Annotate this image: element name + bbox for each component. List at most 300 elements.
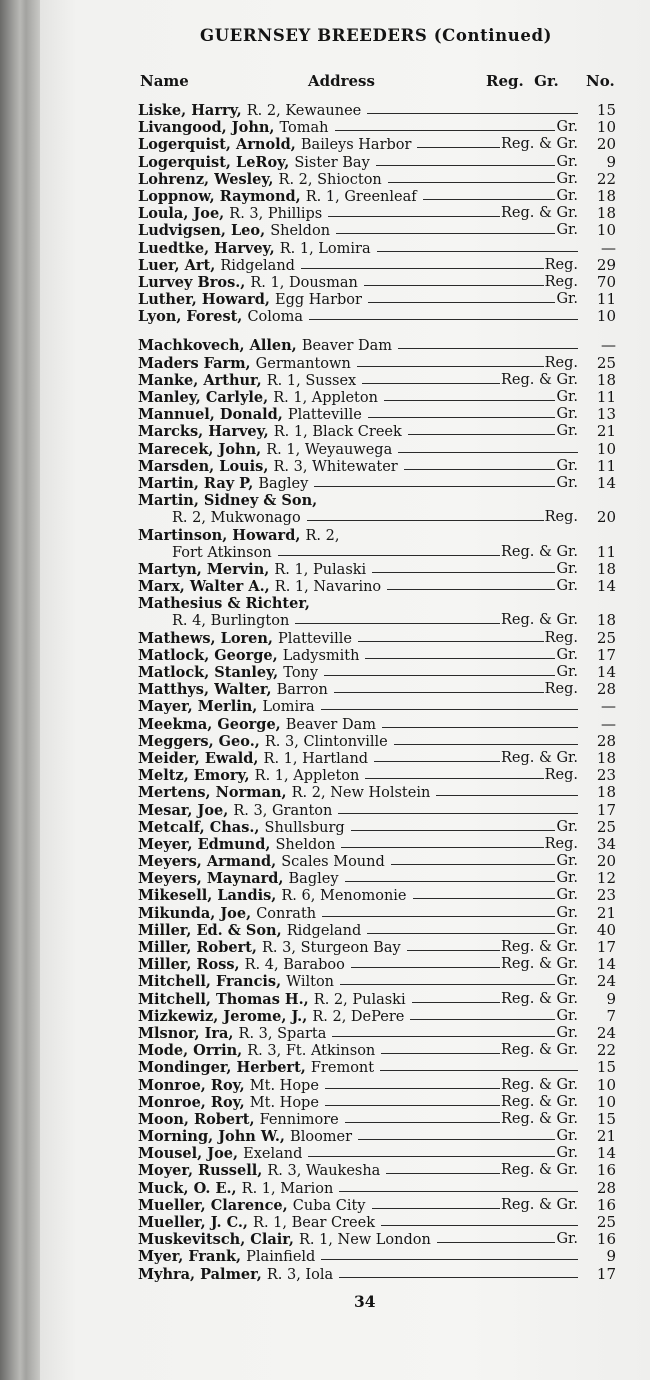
breeder-count: 21 (596, 422, 616, 441)
breeder-name: Loula, Joe, R. 3, Phillips (138, 205, 323, 223)
breeder-count: 18 (596, 370, 616, 389)
breeder-row (0, 389, 650, 406)
breeder-address: Baileys Harbor (300, 137, 412, 154)
breeder-address: R. 4, Burlington (172, 613, 290, 630)
breeder-row (0, 630, 650, 647)
breeder-row (0, 171, 650, 188)
breeder-name: Monroe, Roy, Mt. Hope (138, 1093, 319, 1111)
leader-line (413, 898, 556, 899)
leader-line (362, 383, 500, 384)
leader-line (386, 1173, 500, 1174)
breeder-address: R. 3, Granton (233, 802, 333, 819)
breeder-row (0, 274, 650, 291)
breeder-address: Exeland (243, 1146, 303, 1163)
breeder-address: Wilton (286, 974, 335, 991)
breeder-row (0, 819, 650, 836)
breeder-count: 16 (596, 1195, 616, 1214)
leader-line (357, 366, 544, 367)
breeder-count: 14 (596, 955, 616, 974)
breeder-address: R. 3, Sparta (238, 1025, 327, 1042)
breeder-count: 28 (596, 680, 616, 699)
breeder-count: 17 (596, 645, 616, 664)
breeder-row (0, 1180, 650, 1197)
leader-line (372, 572, 555, 573)
registration-type: Reg. & Gr. (500, 1093, 578, 1110)
leader-line (380, 1070, 578, 1071)
breeder-address: R. 1, New London (298, 1232, 431, 1249)
registration-type: Reg. & Gr. (500, 990, 578, 1007)
breeder-row (0, 750, 650, 767)
leader-line (377, 251, 578, 252)
breeder-count: 7 (606, 1006, 616, 1025)
leader-line (301, 268, 544, 269)
leader-line (336, 233, 555, 234)
leader-line (367, 933, 555, 934)
breeder-name: Livangood, John, Tomah (138, 119, 329, 137)
registration-type: Gr. (556, 1231, 578, 1248)
breeder-row (0, 905, 650, 922)
registration-type: Gr. (556, 1024, 578, 1041)
breeder-row (0, 1025, 650, 1042)
breeder-count: 15 (596, 101, 616, 119)
leader-line (358, 1139, 555, 1140)
breeder-row (0, 836, 650, 853)
breeder-address: R. 4, Baraboo (244, 957, 345, 974)
breeder-address: R. 2, Mukwonago (172, 510, 301, 527)
breeder-row (0, 154, 650, 171)
breeder-name: Mueller, Clarence, Cuba City (138, 1196, 366, 1214)
leader-line (308, 1156, 555, 1157)
breeder-row (0, 698, 650, 715)
breeder-count: 16 (596, 1161, 616, 1180)
breeder-address: R. 1, Black Creek (273, 424, 402, 441)
breeder-address: R. 2, Pulaski (313, 991, 406, 1008)
registration-type: Reg. (544, 629, 578, 646)
leader-line (332, 1036, 555, 1037)
breeder-name: Maders Farm, Germantown (138, 354, 351, 372)
breeder-count: 18 (596, 748, 616, 767)
breeder-row (0, 870, 650, 887)
registration-type: Reg. & Gr. (500, 371, 578, 388)
breeder-row (0, 939, 650, 956)
breeder-row (0, 355, 650, 372)
breeder-name: Marcks, Harvey, R. 1, Black Creek (138, 423, 402, 441)
breeder-name: Muck, O. E., R. 1, Marion (138, 1179, 334, 1197)
breeder-address: Bloomer (290, 1129, 353, 1146)
leader-line (314, 486, 555, 487)
breeder-count: 25 (596, 353, 616, 372)
registration-type: Gr. (556, 153, 578, 170)
breeder-name: Mikunda, Joe, Conrath (138, 904, 317, 922)
registration-type: Gr. (556, 222, 578, 239)
breeder-count: 25 (596, 628, 616, 647)
leader-line (381, 1053, 500, 1054)
breeder-row (0, 647, 650, 664)
breeder-count: 9 (606, 989, 616, 1008)
breeder-name: Metcalf, Chas., Shullsburg (138, 818, 345, 836)
registration-type: Gr. (556, 1128, 578, 1145)
leader-line (365, 658, 555, 659)
leader-line (324, 675, 555, 676)
leader-line (328, 216, 500, 217)
leader-line (381, 1225, 578, 1226)
breeder-name: Martinson, Howard, R. 2, (138, 526, 340, 544)
leader-line (339, 1277, 578, 1278)
breeder-name: Mathesius & Richter, (138, 595, 310, 613)
leader-line (365, 778, 543, 779)
breeder-address: Mt. Hope (249, 1094, 319, 1111)
breeder-count: — (601, 714, 616, 733)
breeder-name: Luer, Art, Ridgeland (138, 256, 295, 274)
breeder-count: 11 (596, 542, 616, 561)
leader-line (325, 1088, 500, 1089)
breeder-name: Marecek, John, R. 1, Weyauwega (138, 440, 393, 458)
breeder-row (0, 1214, 650, 1231)
registration-type: Gr. (556, 474, 578, 491)
breeder-count: 24 (596, 1023, 616, 1042)
breeder-name: Mondinger, Herbert, Fremont (138, 1059, 375, 1077)
breeder-address: Fort Atkinson (172, 544, 272, 561)
breeder-address: R. 2, DePere (312, 1008, 405, 1025)
breeder-row (0, 1077, 650, 1094)
breeder-name: Meekma, George, Beaver Dam (138, 715, 376, 733)
breeder-row (0, 441, 650, 458)
breeder-row (0, 475, 650, 492)
breeder-count: 18 (596, 204, 616, 223)
breeder-row (0, 956, 650, 973)
breeder-row (0, 1128, 650, 1145)
registration-type: Gr. (556, 1007, 578, 1024)
breeder-count: 25 (596, 1213, 616, 1231)
registration-type: Gr. (556, 818, 578, 835)
registration-type: Reg. & Gr. (500, 136, 578, 153)
breeder-address: R. 3, Phillips (229, 206, 323, 223)
breeder-count: 10 (596, 1092, 616, 1111)
breeder-name: Moyer, Russell, R. 3, Waukesha (138, 1162, 381, 1180)
breeder-address: R. 1, Navarino (274, 579, 382, 596)
breeder-address: R. 1, Weyauwega (266, 441, 393, 458)
breeder-address: R. 2, Kewaunee (246, 103, 362, 119)
breeder-name: Marsden, Louis, R. 3, Whitewater (138, 457, 398, 475)
breeder-name: Mayer, Merlin, Lomira (138, 698, 315, 716)
breeder-address: Ladysmith (282, 647, 360, 664)
breeder-address: Sheldon (270, 223, 331, 240)
breeder-address: Tony (283, 665, 319, 681)
breeder-row (0, 458, 650, 475)
page-number: 34 (354, 1292, 376, 1311)
breeder-name (172, 509, 301, 527)
breeder-row (0, 681, 650, 698)
breeder-name: Mueller, J. C., R. 1, Bear Creek (138, 1214, 376, 1231)
breeder-name: Machkovech, Allen, Beaver Dam (138, 337, 393, 355)
breeder-count: 23 (596, 766, 616, 785)
breeder-row (0, 784, 650, 801)
breeder-row (0, 119, 650, 136)
registration-type: Gr. (556, 560, 578, 577)
breeder-address: R. 3, Sturgeon Bay (262, 940, 401, 956)
breeder-name: Meyer, Edmund, Sheldon (138, 835, 336, 853)
breeder-address: Germantown (255, 355, 351, 372)
registration-type: Gr. (556, 904, 578, 921)
breeder-count: 17 (596, 938, 616, 956)
breeder-row (0, 406, 650, 423)
leader-line (345, 881, 556, 882)
registration-type: Reg. & Gr. (500, 939, 578, 955)
breeder-count: 29 (596, 255, 616, 274)
breeder-name: Matlock, Stanley, Tony (138, 664, 319, 681)
breeder-count: 14 (596, 1144, 616, 1163)
leader-line (368, 302, 556, 303)
breeder-address: Fennimore (259, 1111, 339, 1128)
breeder-count: 18 (596, 611, 616, 630)
breeder-address: Platteville (278, 630, 353, 647)
registration-type: Gr. (556, 119, 578, 136)
registration-type: Gr. (556, 389, 578, 405)
breeder-address: Egg Harbor (275, 292, 362, 309)
breeder-row (0, 291, 650, 308)
breeder-name: Mlsnor, Ira, R. 3, Sparta (138, 1024, 327, 1042)
breeder-count: 11 (596, 290, 616, 309)
breeder-address: Tomah (279, 120, 329, 137)
breeder-address: R. 2, New Holstein (291, 785, 431, 802)
breeder-address: R. 1, Dousman (250, 274, 358, 291)
breeder-count: 15 (596, 1109, 616, 1128)
leader-line (437, 1242, 556, 1243)
registration-type: Reg. & Gr. (500, 1076, 578, 1093)
breeder-address: R. 3, Ft. Atkinson (247, 1043, 376, 1060)
breeder-row (0, 922, 650, 939)
breeder-address: Platteville (287, 407, 362, 424)
leader-line (391, 864, 556, 865)
breeder-count: 14 (596, 663, 616, 681)
breeder-row (0, 991, 650, 1008)
breeder-row (0, 716, 650, 733)
leader-line (334, 692, 544, 693)
leader-line (368, 417, 556, 418)
breeder-count: 16 (596, 1230, 616, 1249)
leader-line (376, 165, 556, 166)
breeder-address: Fremont (310, 1060, 375, 1077)
breeder-address: R. 1, Marion (241, 1180, 334, 1197)
leader-line (423, 199, 556, 200)
breeder-row (0, 1111, 650, 1128)
breeder-address: Cuba City (292, 1197, 366, 1214)
breeder-count: 20 (596, 852, 616, 871)
breeder-address: R. 2, (305, 527, 340, 544)
breeder-row (0, 887, 650, 904)
breeder-name: Lurvey Bros., R. 1, Dousman (138, 273, 358, 291)
breeder-count: 10 (596, 307, 616, 326)
breeder-row (0, 664, 650, 681)
breeder-address: Barron (276, 682, 328, 699)
breeder-address: Scales Mound (281, 854, 385, 871)
breeder-row (0, 1059, 650, 1076)
column-header-name: Name (140, 72, 189, 90)
breeder-name: Liske, Harry, R. 2, Kewaunee (138, 102, 362, 119)
breeder-row (0, 1162, 650, 1179)
leader-line (367, 113, 578, 114)
breeder-row (0, 544, 650, 561)
breeder-address: Coloma (247, 309, 304, 326)
breeder-count: 13 (596, 405, 616, 424)
registration-type: Gr. (556, 187, 578, 204)
breeder-name: Logerquist, Arnold, Baileys Harbor (138, 136, 412, 154)
breeder-name: Mesar, Joe, R. 3, Granton (138, 801, 333, 819)
leader-line (295, 623, 500, 624)
breeder-name: Manley, Carlyle, R. 1, Appleton (138, 389, 378, 406)
breeder-name: Mitchell, Thomas H., R. 2, Pulaski (138, 990, 406, 1008)
breeder-row (0, 1008, 650, 1025)
registration-type: Reg. & Gr. (500, 1110, 578, 1127)
breeder-row (0, 188, 650, 205)
breeder-name: Meggers, Geo., R. 3, Clintonville (138, 732, 388, 750)
breeder-address: R. 1, Hartland (263, 750, 369, 767)
breeder-row (0, 1231, 650, 1248)
breeder-name: Miller, Robert, R. 3, Sturgeon Bay (138, 939, 401, 956)
breeder-name (172, 612, 289, 630)
breeder-row (0, 1197, 650, 1214)
breeder-name: Meltz, Emory, R. 1, Appleton (138, 767, 360, 785)
leader-line (394, 744, 578, 745)
breeder-name: Mitchell, Francis, Wilton (138, 973, 335, 991)
breeder-count: — (601, 336, 616, 355)
breeder-address: Beaver Dam (285, 716, 376, 733)
breeder-count: — (601, 238, 616, 257)
breeder-row (0, 240, 650, 257)
breeder-row (0, 802, 650, 819)
breeder-row (0, 1145, 650, 1162)
registration-type: Gr. (556, 406, 578, 423)
registration-type: Reg. & Gr. (500, 612, 578, 629)
breeder-address: Sister Bay (294, 154, 370, 171)
breeder-name: Mousel, Joe, Exeland (138, 1145, 303, 1163)
leader-line (321, 709, 578, 710)
registration-type: Reg. & Gr. (500, 1042, 578, 1059)
breeder-address: Ridgeland (286, 922, 362, 939)
breeder-name: Matthys, Walter, Barron (138, 681, 328, 699)
breeder-address: R. 1, Pulaski (274, 561, 367, 578)
registration-type: Gr. (556, 578, 578, 595)
breeder-count: 23 (596, 886, 616, 905)
breeder-address: R. 3, Iola (266, 1266, 334, 1283)
breeder-row (0, 578, 650, 595)
breeder-address: R. 1, Lomira (279, 240, 371, 257)
breeder-name: Ludvigsen, Leo, Sheldon (138, 222, 331, 240)
breeder-count: 17 (596, 800, 616, 819)
breeder-name: Meyers, Maynard, Bagley (138, 870, 339, 888)
breeder-count: 40 (596, 920, 616, 939)
leader-line (278, 555, 500, 556)
leader-line (341, 847, 543, 848)
registration-type: Gr. (556, 646, 578, 663)
breeder-count: 14 (596, 577, 616, 596)
registration-type: Reg. (544, 509, 578, 526)
breeder-row (0, 733, 650, 750)
leader-line (309, 319, 578, 320)
breeder-count: 18 (596, 186, 616, 205)
leader-line (436, 795, 578, 796)
breeder-count: 28 (596, 731, 616, 750)
registration-type: Gr. (556, 291, 578, 308)
breeder-name: Meyers, Armand, Scales Mound (138, 853, 385, 871)
breeder-address: Plainfield (246, 1249, 316, 1266)
registration-type: Gr. (556, 853, 578, 870)
breeder-name: Loppnow, Raymond, R. 1, Greenleaf (138, 187, 417, 205)
breeder-name: Luther, Howard, Egg Harbor (138, 291, 362, 309)
leader-line (351, 967, 500, 968)
breeder-row (0, 205, 650, 222)
breeder-row (0, 1042, 650, 1059)
breeder-name: Luedtke, Harvey, R. 1, Lomira (138, 239, 371, 257)
breeder-name: Lohrenz, Wesley, R. 2, Shiocton (138, 170, 382, 188)
registration-type: Gr. (556, 921, 578, 938)
column-header-reg-gr: Reg. Gr. (486, 72, 559, 90)
breeder-row (0, 527, 650, 544)
breeder-address: R. 1, Bear Creek (253, 1215, 376, 1231)
registration-type: Reg. (544, 256, 578, 273)
leader-line (358, 641, 544, 642)
breeder-name: Mannuel, Donald, Platteville (138, 406, 362, 424)
breeder-count: 14 (596, 473, 616, 492)
registration-type: Gr. (556, 457, 578, 474)
registration-type: Reg. (544, 835, 578, 852)
breeder-count: 20 (596, 508, 616, 527)
breeder-count: 25 (596, 817, 616, 836)
breeder-count: 24 (596, 972, 616, 991)
breeder-count: 20 (596, 135, 616, 154)
registration-type: Gr. (556, 664, 578, 680)
breeder-name: Lyon, Forest, Coloma (138, 308, 304, 326)
breeder-count: 11 (596, 388, 616, 406)
breeder-count: 9 (606, 152, 616, 171)
breeder-row (0, 222, 650, 239)
breeder-row (0, 102, 650, 119)
breeder-row (0, 595, 650, 612)
breeder-address: Lomira (262, 699, 315, 716)
breeder-name: Muskevitsch, Clair, R. 1, New London (138, 1231, 431, 1249)
breeder-address: Sheldon (275, 836, 336, 853)
breeder-count: 10 (596, 221, 616, 240)
registration-type: Reg. & Gr. (500, 749, 578, 766)
breeder-row (0, 492, 650, 509)
column-header-address: Address (308, 72, 375, 90)
leader-line (398, 452, 578, 453)
leader-line (338, 813, 578, 814)
breeder-row (0, 257, 650, 274)
registration-type: Gr. (556, 870, 578, 887)
breeder-count: 34 (596, 834, 616, 853)
breeder-row (0, 1266, 650, 1283)
breeder-row (0, 973, 650, 990)
breeder-count: 21 (596, 903, 616, 922)
registration-type: Reg. & Gr. (500, 956, 578, 973)
leader-line (325, 1105, 500, 1106)
registration-type: Reg. (544, 354, 578, 371)
breeder-address: Bagley (288, 871, 339, 888)
breeder-name: Matlock, George, Ladysmith (138, 646, 360, 664)
registration-type: Reg. & Gr. (500, 205, 578, 222)
breeder-name: Moon, Robert, Fennimore (138, 1110, 339, 1128)
leader-line (384, 400, 556, 401)
breeder-count: 11 (596, 456, 616, 475)
breeder-name: Logerquist, LeRoy, Sister Bay (138, 153, 370, 171)
breeder-name: Morning, John W., Bloomer (138, 1128, 353, 1146)
breeder-count: — (601, 697, 616, 716)
breeder-address: R. 1, Greenleaf (305, 188, 417, 205)
leader-line (410, 1019, 555, 1020)
breeder-count: 18 (596, 559, 616, 578)
registration-type: Gr. (556, 887, 578, 904)
